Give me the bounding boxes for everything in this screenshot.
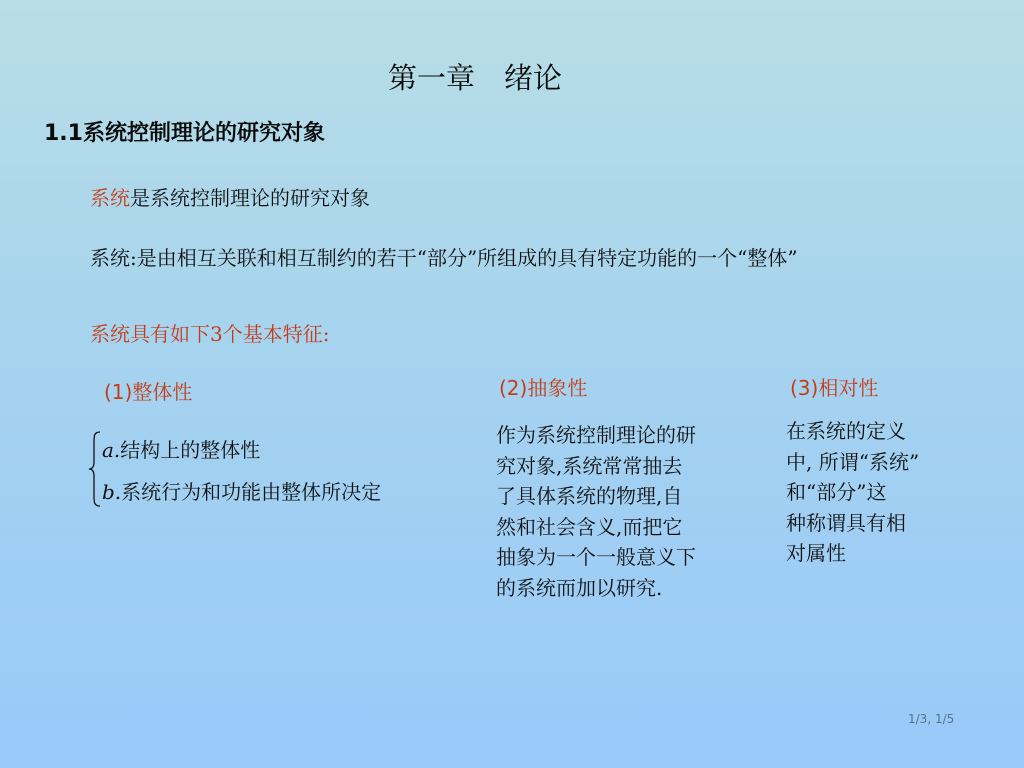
feature-1-heading: (1)整体性 <box>104 380 193 404</box>
paragraph-line: 对属性 <box>786 541 846 565</box>
system-definition: 系统:是由相互关联和相互制约的若干“部分”所组成的具有特定功能的一个“整体” <box>90 246 798 270</box>
paragraph-line: 抽象为一个一般意义下 <box>496 545 696 569</box>
feature-1-list <box>88 430 468 510</box>
page-number: 1/3, 1/5 <box>908 712 955 726</box>
slide-title: 第一章 绪论 <box>388 61 563 95</box>
paragraph-line: 的系统而加以研究. <box>496 575 663 600</box>
intro-accent-word: 系统 <box>90 186 130 210</box>
paragraph-line: 究对象,系统常常抽去 <box>496 453 683 478</box>
feature-3-description <box>786 416 986 569</box>
intro-line <box>90 182 370 211</box>
feature-3-heading: (3)相对性 <box>790 376 879 400</box>
feature-2-heading: (2)抽象性 <box>499 376 588 400</box>
item-text: 系统行为和功能由整体所决定 <box>121 480 382 504</box>
paragraph-line: 在系统的定义 <box>786 419 906 443</box>
item-letter: b. <box>102 480 122 504</box>
paragraph-line: 然和社会含义,而把它 <box>496 514 683 539</box>
item-letter: a. <box>102 438 121 462</box>
paragraph-line: 和“部分”这 <box>786 480 887 504</box>
item-text: 结构上的整体性 <box>120 438 261 462</box>
feature-2-description <box>496 420 758 603</box>
paragraph-line: 作为系统控制理论的研 <box>496 423 696 447</box>
intro-rest: 是系统控制理论的研究对象 <box>130 186 370 210</box>
section-heading: 1.1系统控制理论的研究对象 <box>44 121 325 146</box>
paragraph-line: 种称谓具有相 <box>786 510 906 535</box>
paragraph-line: 了具体系统的物理,自 <box>496 484 683 508</box>
feature-1-item-b <box>102 476 381 505</box>
feature-1-item-a <box>102 434 260 463</box>
left-brace-icon <box>88 430 102 508</box>
paragraph-line: 中, 所谓“系统” <box>786 449 920 474</box>
features-heading: 系统具有如下3个基本特征: <box>90 322 330 346</box>
